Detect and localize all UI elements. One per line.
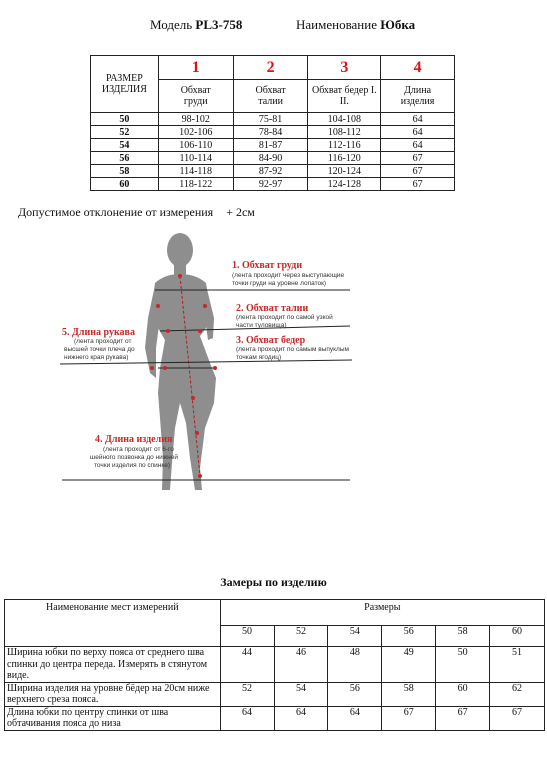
- col-label-2: Обхват талии: [233, 80, 308, 113]
- model-label: Модель: [150, 17, 193, 32]
- value-cell: 112-116: [308, 139, 381, 152]
- measure-name: Ширина юбки по верху пояса от среднего шва спинки до центра переда. Измерять в стянутом виде.: [5, 647, 221, 683]
- measure-value: 52: [220, 682, 274, 706]
- measure-value: 49: [382, 647, 436, 683]
- col-num-1: 1: [158, 56, 233, 80]
- table-row: [5, 647, 545, 683]
- value-cell: 102-106: [158, 126, 233, 139]
- measure-value: 64: [274, 706, 328, 730]
- value-cell: 104-108: [308, 113, 381, 126]
- value-cell: 116-120: [308, 152, 381, 165]
- size-cell: 58: [91, 165, 159, 178]
- value-cell: 64: [381, 113, 455, 126]
- measure-value: 64: [220, 706, 274, 730]
- measurement-figure: [0, 228, 547, 503]
- value-cell: 118-122: [158, 178, 233, 191]
- name-line: [296, 17, 415, 33]
- measures-table: [4, 599, 545, 731]
- measure-value: 56: [328, 682, 382, 706]
- value-cell: 106-110: [158, 139, 233, 152]
- table-row: [91, 126, 455, 139]
- m5-title: 5. Длина рукава: [62, 327, 135, 338]
- value-cell: 98-102: [158, 113, 233, 126]
- size-cell: 60: [91, 178, 159, 191]
- m3-title: 3. Обхват бедер: [236, 335, 306, 346]
- model-value: PL3-758: [195, 17, 243, 32]
- value-cell: 84-90: [233, 152, 308, 165]
- size-cell: 50: [91, 113, 159, 126]
- value-cell: 75-81: [233, 113, 308, 126]
- value-cell: 110-114: [158, 152, 233, 165]
- measure-value: 67: [490, 706, 545, 730]
- size-header-cell: 52: [274, 625, 328, 646]
- value-cell: 67: [381, 178, 455, 191]
- name-header: Наименование мест измерений: [5, 600, 221, 647]
- value-cell: 78-84: [233, 126, 308, 139]
- measure-value: 67: [436, 706, 490, 730]
- col-num-3: 3: [308, 56, 381, 80]
- col-label-1: Обхват груди: [158, 80, 233, 113]
- col-label-4: Длина изделия: [381, 80, 455, 113]
- measure-value: 48: [328, 647, 382, 683]
- value-cell: 124-128: [308, 178, 381, 191]
- measures-body: [5, 647, 545, 731]
- m3-note1: (лента проходит по самым выпуклым: [236, 346, 349, 353]
- size-header-cell: 58: [436, 625, 490, 646]
- m2-title: 2. Обхват талии: [236, 303, 309, 314]
- tolerance-value: + 2см: [226, 205, 255, 219]
- col-num-2: 2: [233, 56, 308, 80]
- m3-note2: точкам ягодиц): [236, 354, 282, 361]
- m4-note3: точки изделия по спинке): [94, 462, 171, 469]
- value-cell: 120-124: [308, 165, 381, 178]
- table-row: [91, 152, 455, 165]
- m5-note3: нижнего края рукава): [64, 354, 129, 361]
- m1-note1: (лента проходит через выступающие: [232, 272, 345, 279]
- value-cell: 67: [381, 152, 455, 165]
- m4-title: 4. Длина изделия: [95, 434, 173, 445]
- measure-value: 54: [274, 682, 328, 706]
- col-num-4: 4: [381, 56, 455, 80]
- value-cell: 87-92: [233, 165, 308, 178]
- measure-value: 44: [220, 647, 274, 683]
- size-header-cell: 54: [328, 625, 382, 646]
- value-cell: 64: [381, 126, 455, 139]
- table-row: [91, 113, 455, 126]
- table-row: [5, 682, 545, 706]
- value-cell: 67: [381, 165, 455, 178]
- size-table: [90, 55, 455, 191]
- tolerance-line: [18, 205, 255, 220]
- value-cell: 92-97: [233, 178, 308, 191]
- measure-value: 60: [436, 682, 490, 706]
- m2-note1: (лента проходит по самой узкой: [236, 314, 333, 321]
- size-header-cell: 50: [220, 625, 274, 646]
- measure-name: Длина юбки по центру спинки от шва обтачивания пояса до низа: [5, 706, 221, 730]
- m2-note2: части туловища): [236, 322, 287, 329]
- size-cell: 52: [91, 126, 159, 139]
- size-cell: 54: [91, 139, 159, 152]
- size-header-cell: 60: [490, 625, 545, 646]
- table-row: [91, 165, 455, 178]
- measure-value: 51: [490, 647, 545, 683]
- model-line: [150, 17, 242, 33]
- measure-value: 46: [274, 647, 328, 683]
- tolerance-text: Допустимое отклонение от измерения: [18, 205, 214, 219]
- value-cell: 108-112: [308, 126, 381, 139]
- m4-note2: шейного позвонка до нижней: [90, 454, 178, 461]
- size-cell: 56: [91, 152, 159, 165]
- measure-name: Ширина изделия на уровне бёдер на 20см ниже верхнего среза пояса.: [5, 682, 221, 706]
- size-header-cell: 56: [382, 625, 436, 646]
- table-row: [91, 139, 455, 152]
- m5-note1: (лента проходит от: [74, 338, 132, 345]
- measures-title: Замеры по изделию: [220, 575, 327, 589]
- name-label: Наименование: [296, 17, 377, 32]
- measure-value: 58: [382, 682, 436, 706]
- name-value: Юбка: [380, 17, 416, 32]
- sizes-header: Размеры: [220, 600, 544, 626]
- m5-note2: высшей точки плеча до: [64, 346, 135, 353]
- table-row: [91, 178, 455, 191]
- measure-value: 62: [490, 682, 545, 706]
- size-header: РАЗМЕР ИЗДЕЛИЯ: [91, 56, 159, 113]
- value-cell: 64: [381, 139, 455, 152]
- measure-value: 64: [328, 706, 382, 730]
- measure-value: 50: [436, 647, 490, 683]
- value-cell: 81-87: [233, 139, 308, 152]
- col-label-3: Обхват бедер I. II.: [308, 80, 381, 113]
- size-table-body: [91, 113, 455, 191]
- table-row: [5, 706, 545, 730]
- value-cell: 114-118: [158, 165, 233, 178]
- m1-note2: точки груди на уровне лопаток): [232, 280, 327, 287]
- m1-title: 1. Обхват груди: [232, 260, 303, 271]
- measure-value: 67: [382, 706, 436, 730]
- m4-note1: (лента проходит от 6-го: [103, 446, 174, 453]
